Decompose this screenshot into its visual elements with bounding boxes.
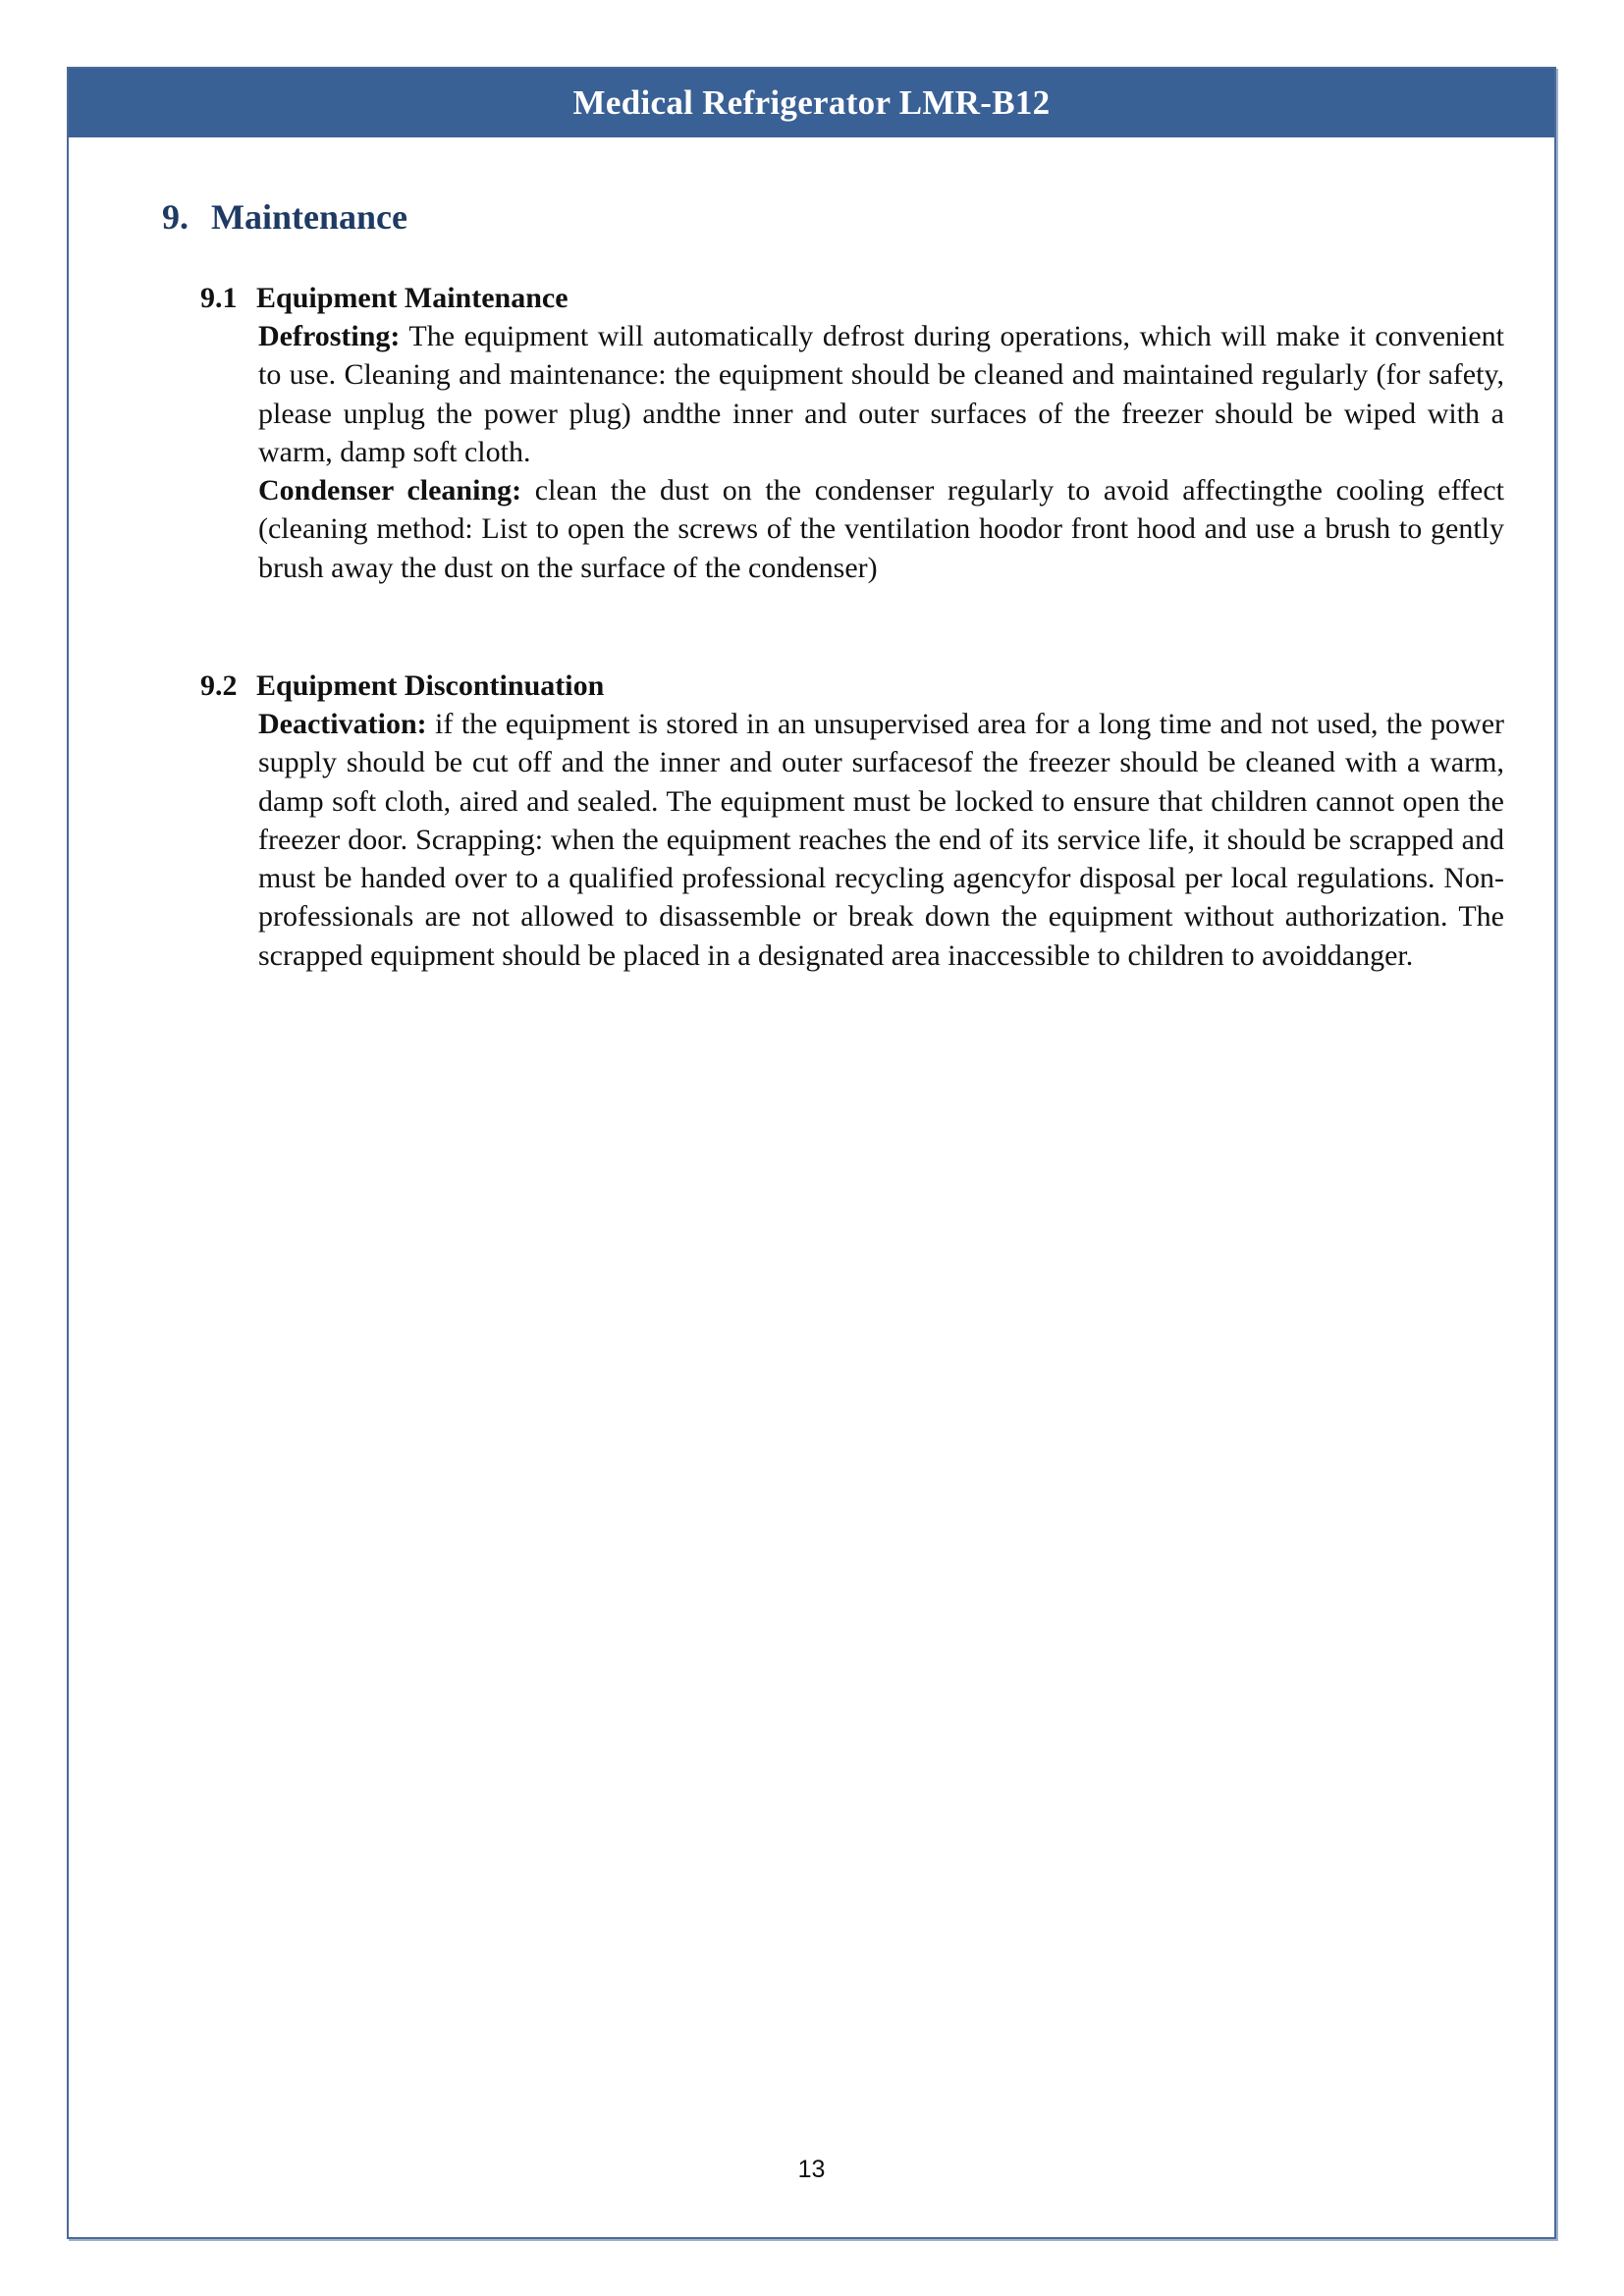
- document-title: Medical Refrigerator LMR-B12: [572, 83, 1051, 122]
- deactivation-text: if the equipment is stored in an unsupervised area for a long time and not used, the power supply should be cut off and the inner and outer surfacesof the freezer should be cleaned with a warm, damp soft cloth, aired and sealed. The equipment must be locked to ensure that children cannot open the freezer door. Scrapping: when the equipment reaches the end of its service life, it should be scrapped and must be handed over to a qualified professional recycling agencyfor disposal per local regulations. Non-professionals are not allowed to disassemble or break down the equipment without authorization. The scrapped equipment should be placed in a designated area inaccessible to children to avoiddanger.: [258, 708, 1504, 972]
- page-frame: [67, 67, 1556, 2239]
- subsection-heading: [200, 667, 1506, 705]
- section-title: Maintenance: [211, 197, 407, 237]
- subsection-equipment-discontinuation: [200, 667, 1506, 975]
- section-heading: [162, 196, 407, 238]
- subsection-number: 9.2: [200, 669, 238, 702]
- page-number: 13: [797, 2156, 826, 2183]
- subsection-heading: [200, 280, 1506, 317]
- subsection-number: 9.1: [200, 282, 238, 314]
- subsection-title: Equipment Maintenance: [256, 282, 568, 314]
- defrosting-text: The equipment will automatically defrost during operations, which will make it convenient to use. Cleaning and maintenance: the equipment should be cleaned and maintained regularly (for safety, please unplug the power plug) andthe inner and outer surfaces of the freezer should be wiped with a warm, damp soft cloth.: [258, 320, 1504, 468]
- defrosting-paragraph: [258, 317, 1504, 587]
- subsection-equipment-maintenance: [200, 280, 1506, 587]
- condenser-text: clean the dust on the condenser regularly to avoid affectingthe cooling effect (cleaning method: List to open the screws of the ventilation hoodor front hood and use a brush to gently brush away the dust on the surface of the condenser): [258, 474, 1504, 584]
- header-bar: [69, 69, 1554, 137]
- section-number: 9.: [162, 197, 189, 237]
- subsection-title: Equipment Discontinuation: [256, 669, 605, 702]
- deactivation-label: Deactivation:: [258, 708, 427, 740]
- condenser-label: Condenser cleaning:: [258, 474, 522, 507]
- deactivation-paragraph: [258, 705, 1504, 975]
- defrosting-label: Defrosting:: [258, 320, 401, 352]
